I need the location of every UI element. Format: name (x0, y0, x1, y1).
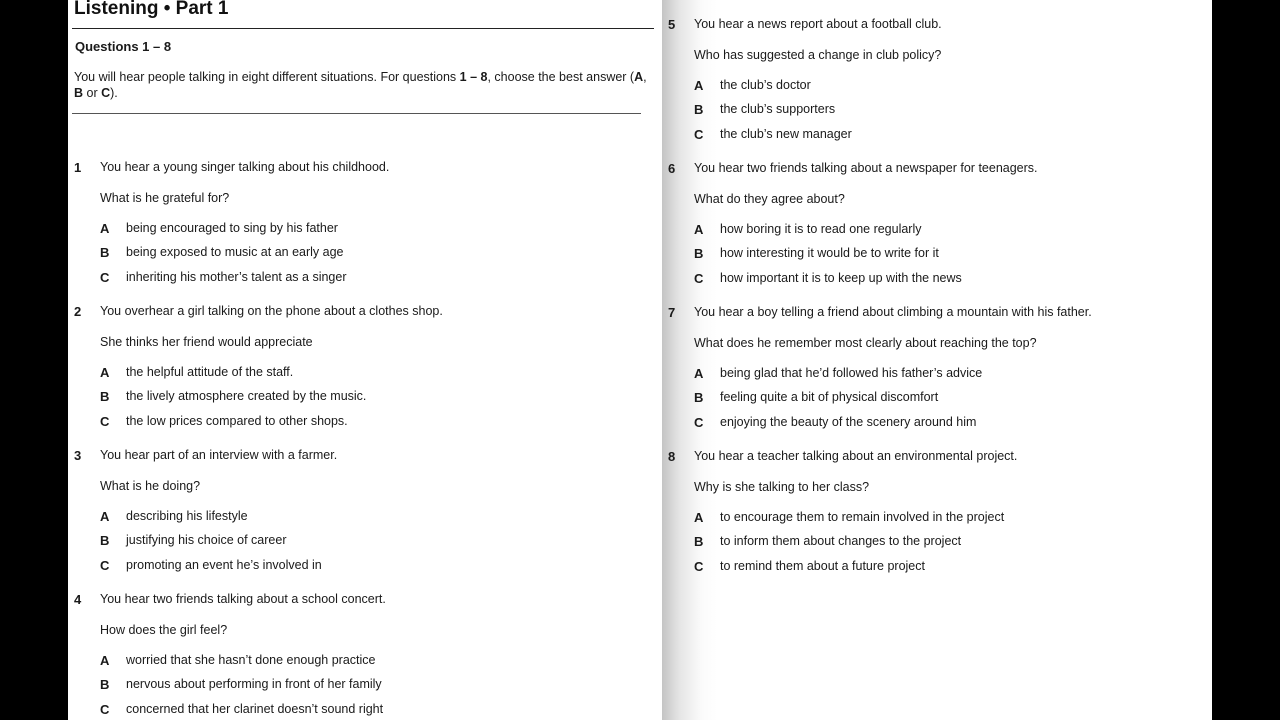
question-situation: You hear a teacher talking about an environmental project. (694, 449, 1018, 463)
question-prompt: Why is she talking to her class? (694, 480, 870, 494)
instructions-text: You will hear people talking in eight different situations. For questions (74, 70, 460, 84)
option-text: how boring it is to read one regularly (720, 222, 922, 236)
question-prompt: She thinks her friend would appreciate (100, 335, 313, 349)
question-situation: You hear two friends talking about a newspaper for teenagers. (694, 161, 1038, 175)
instructions-text: ). (110, 86, 118, 100)
option-text: the club’s new manager (720, 126, 852, 141)
question-prompt: What do they agree about? (694, 192, 845, 206)
option-letter: C (100, 269, 110, 285)
option-text: how important it is to keep up with the news (720, 270, 962, 285)
left-page (68, 0, 662, 720)
option-letter: B (100, 677, 110, 693)
option-letter: A (694, 78, 704, 93)
question-situation: You hear a young singer talking about his childhood. (100, 160, 390, 174)
option-text: worried that she hasn’t done enough practice (126, 653, 376, 667)
question-prompt: What does he remember most clearly about reaching the top? (694, 336, 1037, 350)
title-divider (72, 28, 654, 29)
instructions-separator: or (83, 86, 102, 100)
instructions-letter-c: C (101, 86, 111, 100)
question-number: 3 (74, 448, 82, 463)
option-letter: B (100, 245, 110, 261)
option-text: to inform them about changes to the project (720, 534, 962, 549)
question-prompt: How does the girl feel? (100, 623, 228, 637)
option-letter: B (694, 390, 704, 406)
option-letter: B (694, 246, 704, 262)
option-text: nervous about performing in front of her family (126, 677, 382, 692)
option-letter: A (694, 222, 704, 237)
question-number: 1 (74, 160, 82, 175)
option-text: feeling quite a bit of physical discomfort (720, 390, 939, 405)
instructions-letter-b: B (74, 86, 84, 100)
option-letter: B (100, 533, 110, 549)
option-text: describing his lifestyle (126, 509, 248, 523)
question-number: 5 (668, 17, 676, 32)
option-text: being exposed to music at an early age (126, 245, 344, 260)
option-text: the club’s supporters (720, 102, 836, 117)
option-letter: C (694, 414, 704, 430)
option-text: to remind them about a future project (720, 558, 925, 573)
option-text: enjoying the beauty of the scenery around him (720, 414, 977, 429)
option-letter: C (100, 413, 110, 429)
option-text: concerned that her clarinet doesn’t sound right (126, 701, 384, 716)
question-number: 7 (668, 305, 676, 320)
option-text: to encourage them to remain involved in the project (720, 510, 1005, 524)
question-number: 2 (74, 304, 82, 319)
instructions-letter-a: A (634, 70, 644, 84)
instructions-range: 1 – 8 (459, 70, 488, 84)
option-letter: A (100, 509, 110, 524)
question-prompt: What is he grateful for? (100, 191, 230, 205)
option-letter: A (100, 653, 110, 668)
option-text: inheriting his mother’s talent as a singer (126, 269, 347, 284)
option-letter: B (694, 102, 704, 118)
option-text: the low prices compared to other shops. (126, 413, 348, 428)
option-letter: C (100, 701, 110, 717)
option-text: the helpful attitude of the staff. (126, 365, 294, 379)
option-text: being glad that he’d followed his father’s advice (720, 366, 983, 380)
question-number: 4 (74, 592, 82, 607)
intro-divider (72, 113, 641, 114)
question-situation: You hear a news report about a football club. (694, 17, 942, 31)
option-letter: C (694, 558, 704, 574)
option-letter: C (694, 126, 704, 142)
option-letter: C (100, 557, 110, 573)
instructions-separator: , (643, 70, 647, 84)
option-letter: A (100, 365, 110, 380)
option-letter: B (100, 389, 110, 405)
question-number: 6 (668, 161, 676, 176)
option-text: the club’s doctor (720, 78, 811, 92)
question-prompt: What is he doing? (100, 479, 201, 493)
instructions (74, 69, 654, 101)
question-number: 8 (668, 449, 676, 464)
option-text: how interesting it would be to write for it (720, 246, 939, 261)
option-text: the lively atmosphere created by the music. (126, 389, 367, 404)
question-situation: You hear two friends talking about a school concert. (100, 592, 386, 606)
option-text: promoting an event he’s involved in (126, 557, 322, 572)
question-situation: You overhear a girl talking on the phone about a clothes shop. (100, 304, 443, 318)
option-letter: A (100, 221, 110, 236)
right-page (662, 0, 1212, 720)
question-prompt: Who has suggested a change in club policy? (694, 48, 942, 62)
question-situation: You hear a boy telling a friend about climbing a mountain with his father. (694, 305, 1092, 319)
option-letter: A (694, 510, 704, 525)
option-letter: B (694, 534, 704, 550)
question-situation: You hear part of an interview with a farmer. (100, 448, 338, 462)
option-text: being encouraged to sing by his father (126, 221, 338, 235)
instructions-text: , choose the best answer ( (487, 70, 635, 84)
page-title: Listening • Part 1 (74, 0, 229, 19)
section-heading: Questions 1 – 8 (75, 39, 172, 54)
option-letter: A (694, 366, 704, 381)
option-text: justifying his choice of career (126, 533, 287, 548)
option-letter: C (694, 270, 704, 286)
